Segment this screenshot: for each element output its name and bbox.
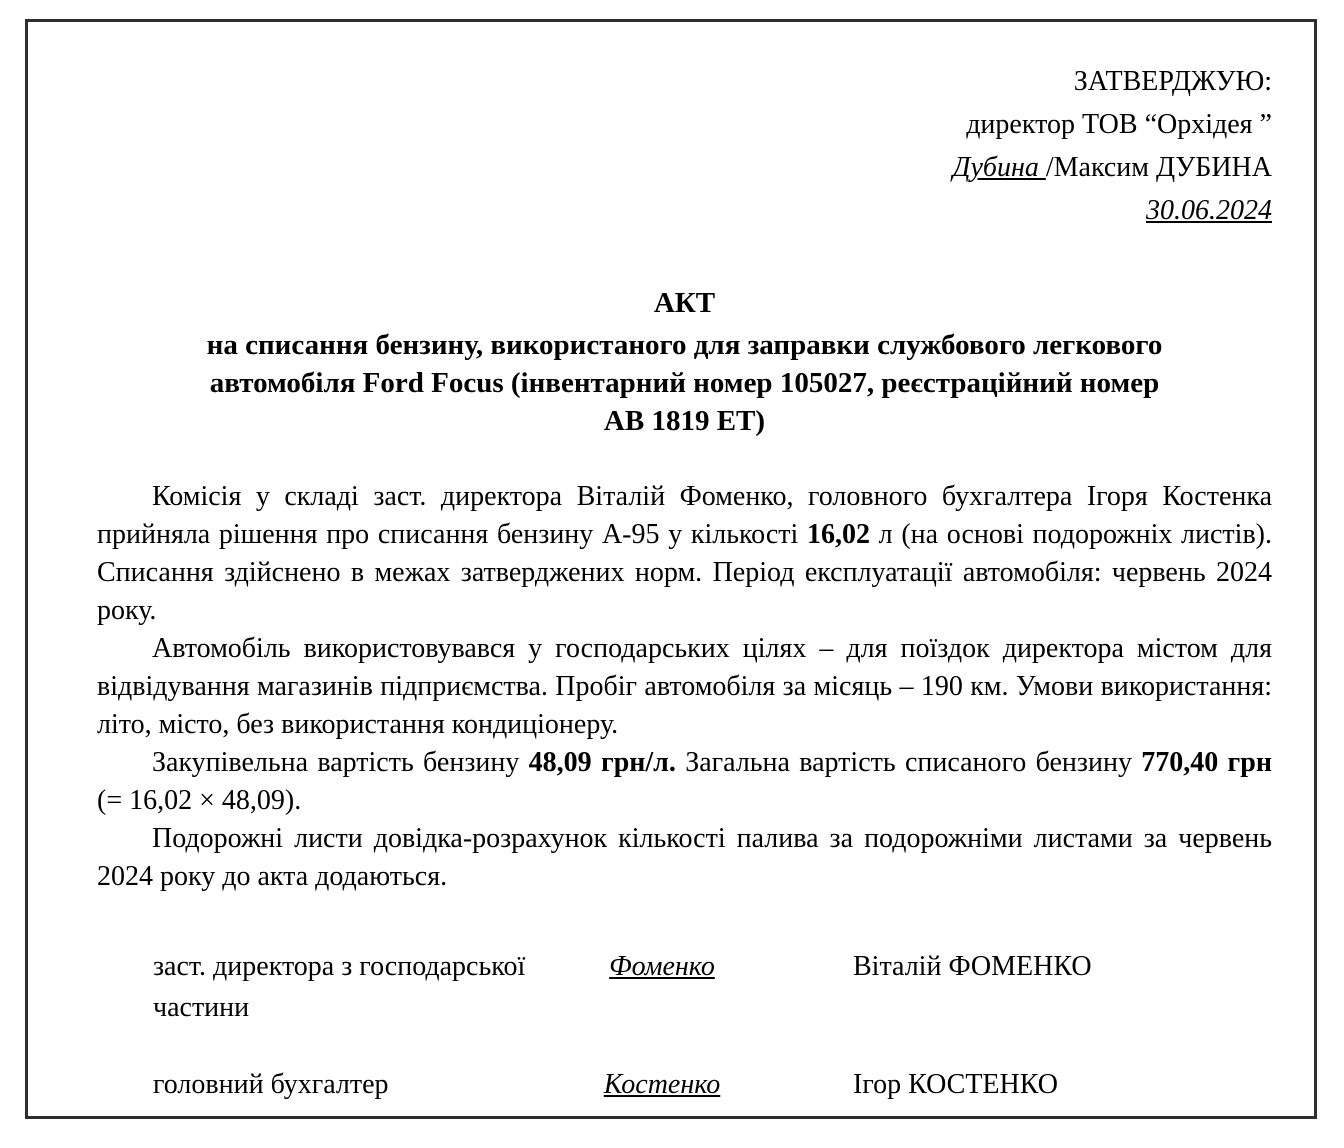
approval-heading: ЗАТВЕРДЖУЮ: — [1073, 66, 1272, 97]
approval-director-line: директор ТОВ “Орхідея ” — [966, 109, 1272, 140]
total-cost-value: 770,40 грн — [1141, 747, 1272, 778]
director-signature: Дубина — [952, 152, 1046, 183]
paragraph-text: Комісія у складі заст. директора Віталій Фоменко, головного бухгалтера Ігоря Костенка прийняла рішення про списання бензину А-95 у кількості — [97, 481, 1272, 550]
document-title: АКТ — [653, 287, 716, 319]
fuel-price-value: 48,09 грн/л. — [528, 747, 676, 778]
paragraph-cost — [97, 744, 1272, 820]
approval-block — [97, 60, 1272, 232]
document-subtitle-line: автомобіля Ford Focus (інвентарний номер 105027, реєстраційний номер — [209, 367, 1160, 399]
signature-script: Костенко — [603, 1069, 721, 1100]
fuel-quantity-value: 16,02 — [807, 519, 870, 550]
document-body — [97, 478, 1272, 896]
approval-signature-line — [97, 146, 1272, 189]
paragraph-commission — [97, 478, 1272, 630]
signature-script: Фоменко — [609, 951, 715, 982]
document-subtitle — [97, 326, 1272, 440]
title-block — [97, 284, 1272, 440]
signatory-role: заст. директора з господарської частини — [153, 951, 526, 1023]
signatory-role: головний бухгалтер — [153, 1069, 389, 1100]
document-frame — [25, 19, 1317, 1119]
signature-row-chief-accountant — [97, 1064, 1272, 1105]
signatory-name: Віталій ФОМЕНКО — [853, 951, 1092, 982]
document-subtitle-line: АВ 1819 ЕТ) — [603, 405, 766, 437]
paragraph-text: (= 16,02 × 48,09). — [97, 785, 302, 816]
document-subtitle-line: на списання бензину, використаного для заправки службового легкового — [206, 329, 1163, 361]
director-name: /Максим ДУБИНА — [1045, 152, 1272, 183]
paragraph-text: л (на основі подорожніх листів). Списання здійснено в межах затверджених норм. Період експлуатації автомобіля: червень 2024 року. — [97, 519, 1272, 626]
paragraph-usage: Автомобіль використовувався у господарських цілях – для поїздок директора містом для відвідування магазинів підприємства. Пробіг автомобіля за місяць – 190 км. Умови використання: літо, місто, без використання кондиціонеру. — [97, 633, 1272, 740]
paragraph-text: Загальна вартість списаного бензину — [675, 747, 1142, 778]
paragraph-attachments: Подорожні листи довідка-розрахунок кількості палива за подорожніми листами за червень 2024 року до акта додаються. — [97, 823, 1272, 892]
signatory-name: Ігор КОСТЕНКО — [853, 1069, 1058, 1100]
signature-row-deputy-director — [97, 946, 1272, 1028]
paragraph-text: Закупівельна вартість бензину — [152, 747, 529, 778]
approval-date: 30.06.2024 — [1146, 195, 1272, 226]
